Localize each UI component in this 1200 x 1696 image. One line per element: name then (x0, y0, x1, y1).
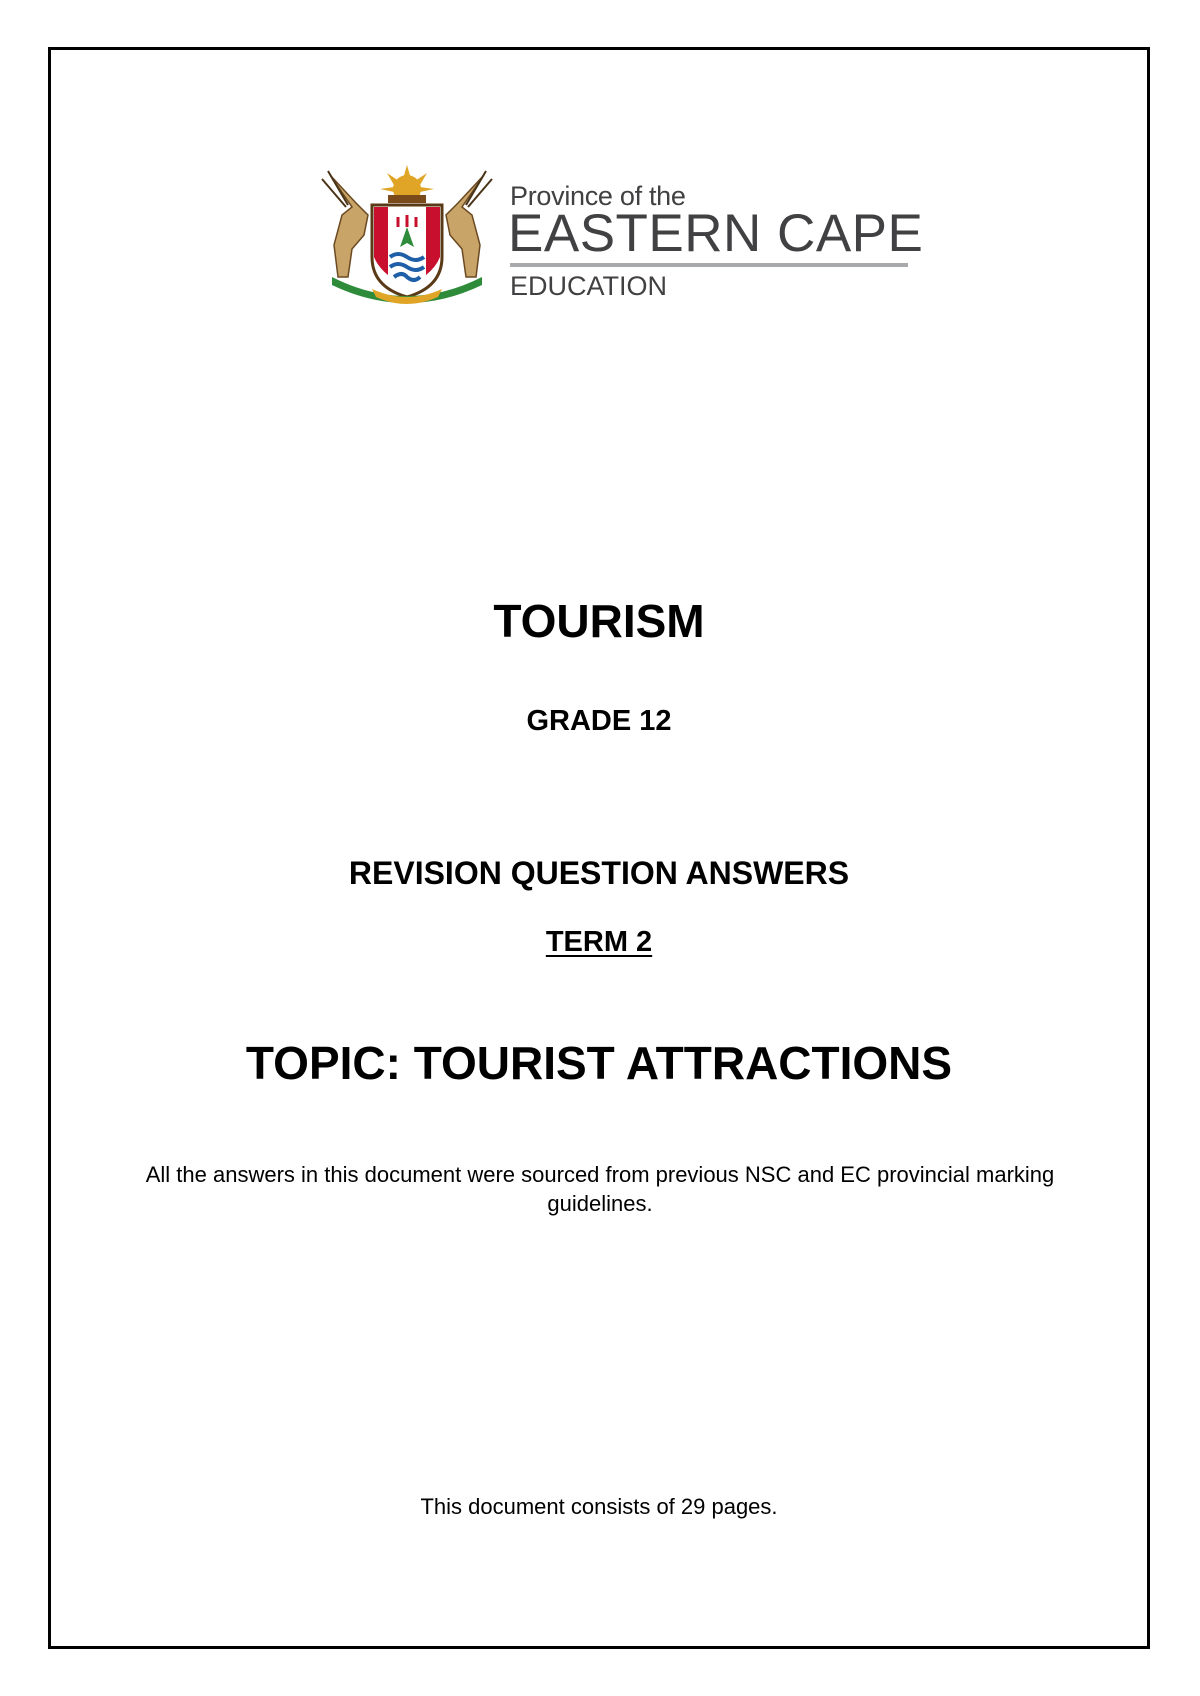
source-note: All the answers in this document were sourced from previous NSC and EC provincial marking guidelines. (145, 1162, 1055, 1216)
topic-title: TOPIC: TOURIST ATTRACTIONS (245, 1037, 953, 1089)
grade-label: GRADE 12 (526, 705, 672, 737)
logo-education-text: EDUCATION (510, 271, 668, 301)
coat-of-arms-icon (312, 165, 502, 315)
subject-title: TOURISM (493, 595, 705, 647)
logo-province-text: Province of the (510, 181, 686, 211)
document-type: REVISION QUESTION ANSWERS (348, 855, 850, 891)
logo-divider (510, 263, 908, 267)
term-label: TERM 2 (545, 926, 653, 958)
logo-eastern-cape-text: EASTERN CAPE (508, 204, 924, 263)
eastern-cape-education-logo (312, 165, 924, 315)
page-count: This document consists of 29 pages. (420, 1494, 778, 1519)
